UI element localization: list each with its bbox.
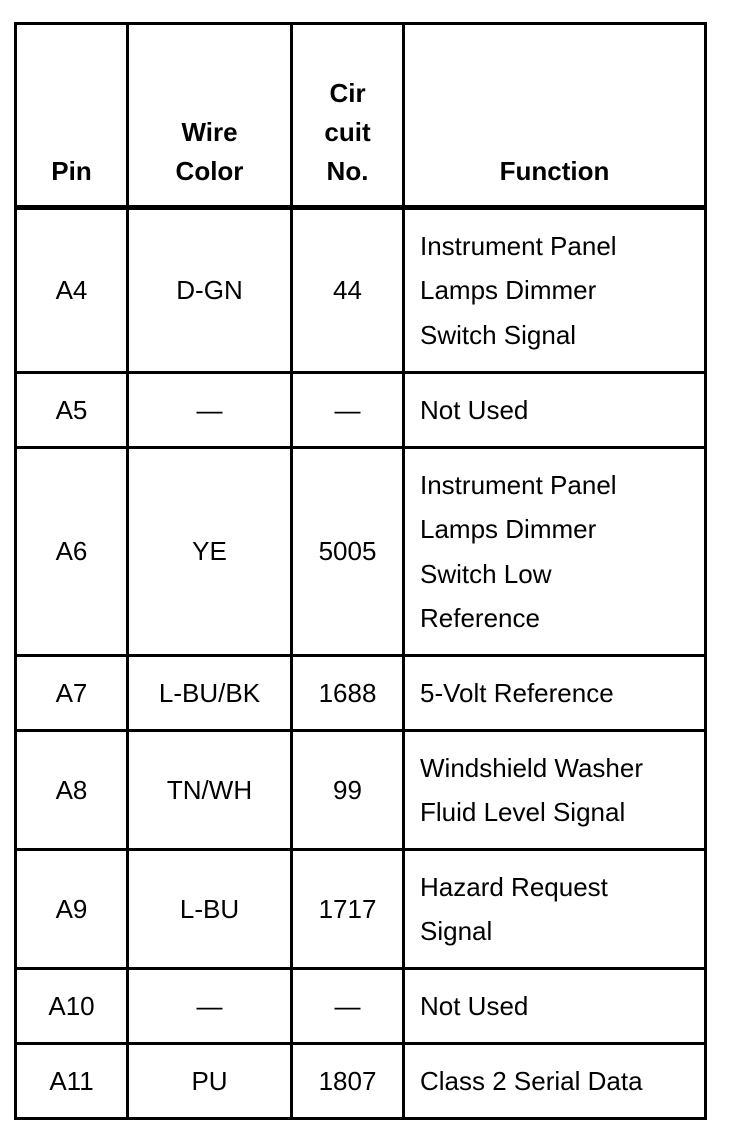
table-row bbox=[16, 731, 706, 850]
pin-cell: A5 bbox=[16, 373, 128, 448]
table-row bbox=[16, 656, 706, 731]
function-line: Hazard Request bbox=[420, 871, 608, 902]
wire-color-cell: L-BU bbox=[128, 850, 292, 969]
function-cell bbox=[404, 373, 706, 448]
function-cell bbox=[404, 850, 706, 969]
function-line: Class 2 Serial Data bbox=[420, 1065, 643, 1096]
circuit-no-cell: — bbox=[292, 969, 404, 1044]
function-line: Fluid Level Signal bbox=[420, 797, 626, 827]
circuit-no-cell: — bbox=[292, 373, 404, 448]
function-cell bbox=[404, 1044, 706, 1119]
circuit-no-cell: 99 bbox=[292, 731, 404, 850]
header-circuit-no-line: cuit bbox=[324, 117, 371, 147]
pin-cell: A4 bbox=[16, 208, 128, 373]
function-line: Not Used bbox=[420, 394, 529, 425]
table-row bbox=[16, 1044, 706, 1119]
wire-color-cell: YE bbox=[128, 448, 292, 656]
function-line: Reference bbox=[420, 603, 540, 633]
function-cell bbox=[404, 656, 706, 731]
function-cell bbox=[404, 969, 706, 1044]
pin-cell: A8 bbox=[16, 731, 128, 850]
header-row bbox=[16, 24, 706, 208]
table-header bbox=[16, 24, 706, 208]
circuit-no-cell: 1717 bbox=[292, 850, 404, 969]
wire-color-cell: PU bbox=[128, 1044, 292, 1119]
circuit-no-cell: 5005 bbox=[292, 448, 404, 656]
function-cell bbox=[404, 208, 706, 373]
function-cell bbox=[404, 731, 706, 850]
header-wire-color-line: Color bbox=[175, 156, 244, 186]
pin-cell: A11 bbox=[16, 1044, 128, 1119]
header-pin bbox=[16, 24, 128, 208]
header-pin-line: Pin bbox=[51, 156, 92, 186]
function-line: Switch Signal bbox=[420, 319, 577, 350]
table-row bbox=[16, 969, 706, 1044]
wire-color-cell: — bbox=[128, 969, 292, 1044]
table-row bbox=[16, 373, 706, 448]
wire-color-cell: — bbox=[128, 373, 292, 448]
function-line: Lamps Dimmer bbox=[420, 514, 597, 544]
header-circuit-no bbox=[292, 24, 404, 208]
header-wire-color bbox=[128, 24, 292, 208]
pin-cell: A6 bbox=[16, 448, 128, 656]
header-function-line: Function bbox=[499, 156, 610, 186]
function-cell bbox=[404, 448, 706, 656]
connector-pinout-table bbox=[14, 22, 707, 1120]
header-circuit-no-line: Cir bbox=[329, 78, 366, 108]
function-line: Switch Low bbox=[420, 558, 552, 589]
wire-color-cell: TN/WH bbox=[128, 731, 292, 850]
table-row bbox=[16, 448, 706, 656]
pin-cell: A10 bbox=[16, 969, 128, 1044]
function-line: Lamps Dimmer bbox=[420, 275, 597, 306]
header-function bbox=[404, 24, 706, 208]
function-line: Instrument Panel bbox=[420, 230, 617, 261]
header-wire-color-line: Wire bbox=[181, 117, 238, 147]
pin-cell: A7 bbox=[16, 656, 128, 731]
function-line: 5-Volt Reference bbox=[420, 677, 614, 708]
wire-color-cell: L-BU/BK bbox=[128, 656, 292, 731]
function-line: Not Used bbox=[420, 990, 529, 1021]
table-row bbox=[16, 850, 706, 969]
circuit-no-cell: 44 bbox=[292, 208, 404, 373]
table-row bbox=[16, 208, 706, 373]
table-body bbox=[16, 208, 706, 1119]
circuit-no-cell: 1807 bbox=[292, 1044, 404, 1119]
circuit-no-cell: 1688 bbox=[292, 656, 404, 731]
wire-color-cell: D-GN bbox=[128, 208, 292, 373]
pin-cell: A9 bbox=[16, 850, 128, 969]
header-circuit-no-line: No. bbox=[326, 156, 369, 186]
function-line: Signal bbox=[420, 916, 493, 946]
function-line: Instrument Panel bbox=[420, 469, 617, 500]
function-line: Windshield Washer bbox=[420, 752, 644, 783]
